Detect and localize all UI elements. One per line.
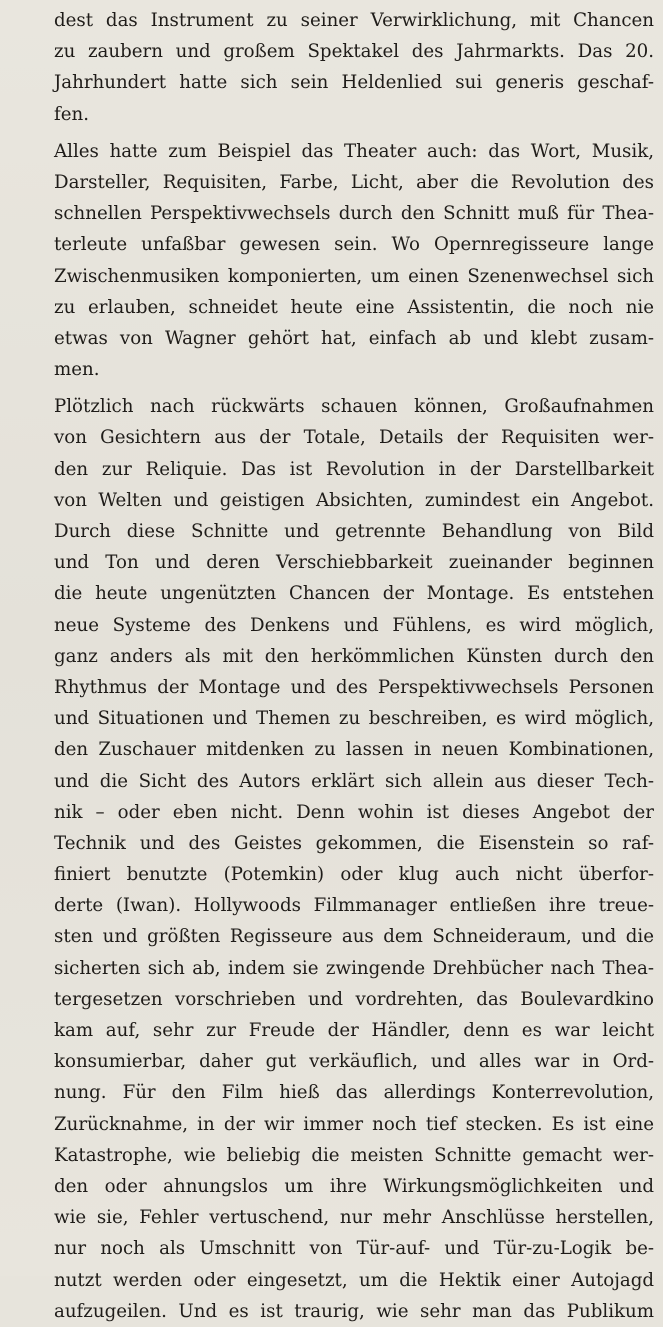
text-line: wie sie, Fehler vertuschend, nur mehr Anschlüsse herstellen, — [54, 1207, 654, 1229]
text-line: derte (Iwan). Hollywoods Filmmanager entließen ihre treue- — [54, 895, 654, 917]
text-line: den oder ahnungslos um ihre Wirkungsmöglichkeiten und — [54, 1175, 654, 1197]
text-line: Zwischenmusiken komponierten, um einen Szenenwechsel sich — [54, 265, 654, 287]
text-line: ganz anders als mit den herkömmlichen Künsten durch den — [54, 645, 654, 667]
paragraph-4 — [54, 516, 654, 1327]
text-line: den zur Reliquie. Das ist Revolution in der Darstellbarkeit — [54, 458, 654, 480]
text-line: men. — [54, 359, 100, 381]
text-line: von Welten und geistigen Absichten, zumindest ein Angebot. — [54, 489, 654, 511]
text-line: Technik und des Geistes gekommen, die Eisenstein so raf- — [54, 832, 654, 854]
text-line: kam auf, sehr zur Freude der Händler, denn es war leicht — [54, 1020, 654, 1041]
text-line: Katastrophe, wie beliebig die meisten Schnitte gemacht wer- — [54, 1144, 654, 1166]
text-line: konsumierbar, daher gut verkäuflich, und alles war in Ord- — [54, 1051, 654, 1073]
text-line: tergesetzen vorschrieben und vordrehten, das Boulevardkino — [54, 988, 654, 1010]
text-line: Jahrhundert hatte sich sein Heldenlied sui generis geschaf- — [54, 72, 654, 94]
text-line: etwas von Wagner gehört hat, einfach ab und klebt zusam- — [54, 327, 654, 349]
text-line: und die Sicht des Autors erklärt sich allein aus dieser Tech- — [54, 770, 654, 792]
text-line: Zurücknahme, in der wir immer noch tief stecken. Es ist eine — [54, 1113, 654, 1135]
text-line: zu zaubern und großem Spektakel des Jahrmarkts. Das 20. — [54, 41, 654, 63]
text-line: Darsteller, Requisiten, Farbe, Licht, aber die Revolution des — [54, 171, 654, 193]
text-line: zu erlauben, schneidet heute eine Assistentin, die noch nie — [54, 296, 654, 318]
text-line: von Gesichtern aus der Totale, Details der Requisiten wer- — [54, 427, 654, 449]
paragraph-2 — [54, 136, 654, 386]
text-line: Durch diese Schnitte und getrennte Behandlung von Bild — [54, 521, 654, 542]
text-line: finiert benutzte (Potemkin) oder klug auch nicht überfor- — [54, 864, 654, 886]
body-text — [54, 5, 654, 1327]
paragraph-1 — [54, 5, 654, 130]
text-line: die heute ungenützten Chancen der Montage. Es entstehen — [54, 583, 654, 605]
text-line: schnellen Perspektivwechsels durch den Schnitt muß für Thea- — [54, 203, 654, 225]
paragraph-3 — [54, 391, 654, 516]
text-line: neue Systeme des Denkens und Fühlens, es wird möglich, — [54, 614, 654, 636]
text-line: aufzugeilen. Und es ist traurig, wie sehr man das Publikum — [54, 1300, 654, 1322]
text-line: und Situationen und Themen zu beschreiben, es wird möglich, — [54, 708, 654, 730]
text-line: und Ton und deren Verschiebbarkeit zueinander beginnen — [54, 552, 654, 574]
text-line: nur noch als Umschnitt von Tür-auf- und Tür-zu-Logik be- — [54, 1238, 654, 1260]
text-line: nung. Für den Film hieß das allerdings Konterrevolution, — [54, 1082, 654, 1104]
text-line: den Zuschauer mitdenken zu lassen in neuen Kombinationen, — [54, 739, 654, 761]
text-line: dest das Instrument zu seiner Verwirklichung, mit Chancen — [54, 10, 654, 31]
text-line: terleute unfaßbar gewesen sein. Wo Opernregisseure lange — [54, 234, 654, 256]
text-line: Rhythmus der Montage und des Perspektivwechsels Personen — [54, 676, 654, 698]
text-line: nutzt werden oder eingesetzt, um die Hektik einer Autojagd — [54, 1269, 654, 1291]
text-line: Plötzlich nach rückwärts schauen können, Großaufnahmen — [54, 396, 654, 418]
text-line: Alles hatte zum Beispiel das Theater auch: das Wort, Musik, — [54, 140, 654, 162]
text-line: sicherten sich ab, indem sie zwingende Drehbücher nach Thea- — [54, 957, 654, 979]
text-line: sten und größten Regisseure aus dem Schneideraum, und die — [54, 926, 654, 948]
text-line: nik – oder eben nicht. Denn wohin ist dieses Angebot der — [54, 801, 654, 823]
text-line: fen. — [54, 103, 89, 125]
